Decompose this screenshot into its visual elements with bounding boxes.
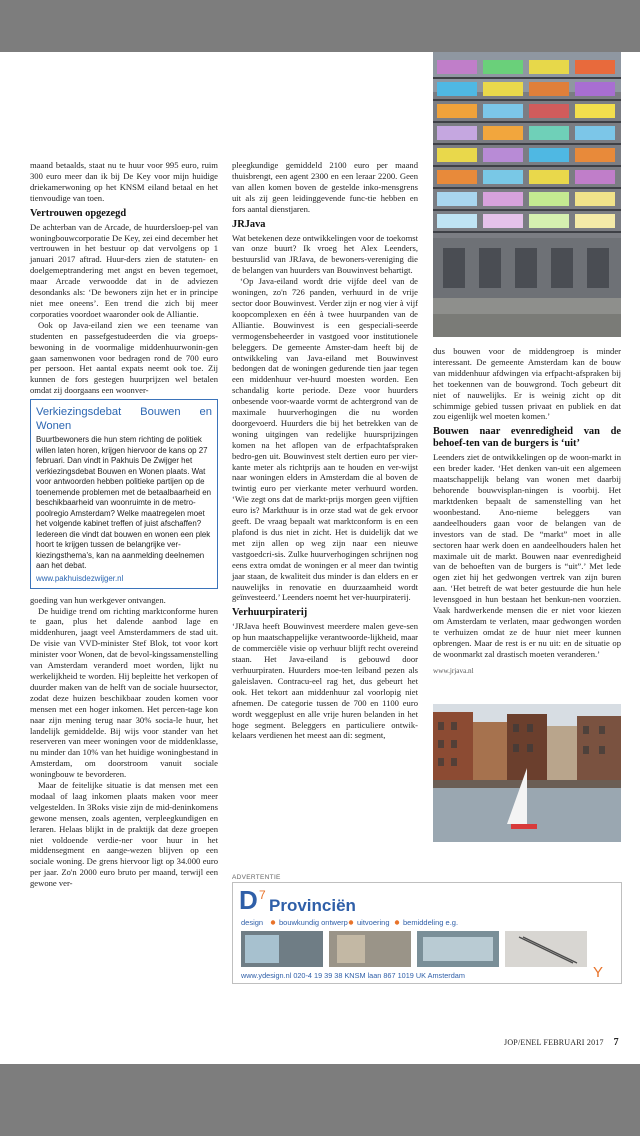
col3-paragraph-2: Leenders ziet de ontwikkelingen op de woon-markt in een breder kader. ‘Het denken van-uit een algemeen maatschappelijk belang van wonen met daarbij behorende bouwvisplan-ningen is voorbij. Het marktdenken bepaalt de samenstelling van het woonbestand. Ano-nieme beleggers van aandeelhouders gaan voor de belangen van de investors van de stad. De “markt” moet in alle sectoren haar werk doen en aandeelhouders halen het maximale uit de markt. Bouwen naar evenredigheid van de behoeften van de burgers is “uit”.’ Met lede ogen ziet hij het gedwongen vertrek van zijn buren aan. ‘Het betreft de wat beter gestuurde die hun hele levensgoed in hun bestaan het benkun-nen voorzien. Vaak hardwerkende mensen die er niet voor kiezen om Amsterdam te verlaten, maar gedwongen worden te verhuizen omdat ze de huur niet meer kunnen opbrengen. Maar de rest is er nu uit: en de situatie op de woonmarkt zal drastisch moeten veranderen.’ [433,452,621,659]
column-2 [232,160,418,741]
ad-logo-mark: Y [593,964,604,981]
col3-paragraph-1: dus bouwen voor de middengroep is minder interessant. De gemeente Amsterdam kan de bouw van middenhuur afdwingen via erfpacht-afspraken bij het toekennen van de bouwgrond. Toch gebeurt dit niet of nauwelijks. Er is weinig zicht op dit schimmige gebied tussen privaat en publiek en dat zou eigenlijk wel moeten komen.’ [433,346,621,422]
col2-paragraph-3: ‘Op Java-eiland wordt drie vijfde deel van de woningen, zo'n 726 panden, verhuurd in de vrije sector door Bouwinvest. Verder zijn er nog vier à vijf koopcomplexen en één à twee huurpanden van de Alliantie. Bouwinvest is een gespeciali-seerde vermogensbeheerder in vastgoed voor institutionele beleggers. De gemeente Amster-dam heeft bij de ontwikkeling van Java-eiland met Bouwinvest bedongen dat de woningen gedurende tien jaar tegen een middenhuur ver-huurd moesten worden. Een schandalig korte periode. Deze voor huurders onbesende voor-waarde vormt de achtergrond van de maximale huurverhogingen die nu worden doorgevoerd. Huurders die bij het betrekken van de woning uitgingen van redelijke huursprijzingen komen na het aflopen van de erfpachtafspraken bedro-gen uit. Bouwinvest stelt dertien euro per vier-kante meter als richtprijs aan te houden en ver-wijst naar woningen elders in Amsterdam die al boven de twintig euro per vierkante meter verhuurd worden. ‘Wie zegt ons dat de markt-prijs morgen geen vijftien euro is? Markthuur is in orze stad wat de gek ervoor geeft. De vraag bepaalt wat marktconform is en een plafond is dus niet in zicht. Het is duidelijk dat we met zijn allen op weg zijn naar een nieuwe vastgoedcri-sis. Zulke huurverhogingen schrijnen nog eens extra omdat de woningen er al meer dan twintig jaar staan, de kwaliteit dus minder is dan elders en er nauwelijks in renovatie en duurzaamheid wordt geïnvesteerd.’ Leenders noemt het ver-huurpiraterij. [232,276,418,603]
ad-service-4: bemiddeling e.g. [403,918,459,927]
heading-jrjava: JRJava [232,218,266,230]
ad-contact: www.ydesign.nl 020-4 19 39 38 KNSM laan 867 1019 UK Amsterdam [241,971,465,980]
heading-verhuurpiraterij: Verhuurpiraterij [232,607,308,619]
col1-intro: maand betaalds, staat nu te huur voor 995 euro, ruim 300 euro meer dan ik bij De Key voor mijn huidige driekamerwoning op het KNSM eiland betaal en het tienvoudige van toen. [30,160,218,203]
ad-services [241,918,458,927]
footer-issue: JOP/ENEL FEBRUARI 2017 [504,1038,604,1047]
column-3 [433,346,621,676]
debate-box-title: Verkiezingsdebat Bouwen en Wonen [36,406,212,433]
ad-service-1: design [241,918,264,927]
magazine-page [0,52,640,1064]
ad-service-2: bouwkundig ontwerp [279,918,348,927]
ad-brand-d: D [239,885,258,915]
col1-paragraph-5: Maar de feitelijke situatie is dat mensen met een modaal of laag inkomen plaats maken voor meer velgestelden. In 3Roks visie zijn de mid-deninkomens gewone mensen, zoals agenten, verpleegkundigen en leraren. Helaas blijkt in de praktijk dat deze groepen niet voldoende verdie-ner voor huur in het middensegment en aange-wezen blijven op een sociale woning. De grens hiervoor ligt op 34.000 euro per jaar. Zo'n 2000 euro bruto per maand, terwijl een gewone ver- [30,780,218,889]
ad-brand-number: 7 [259,888,266,902]
apartment-building-photo [433,52,621,337]
page-number: 7 [613,1037,619,1048]
advertisement-label: ADVERTENTIE [232,874,281,881]
col2-paragraph-4: ‘JRJava heeft Bouwinvest meerdere malen geve-sen op hun maatschappelijke verantwoorde-lijkheid, maar de commerciële visie op verhuur blijft recht overeind staan. Het Java-eiland is gebouwd door verhuurpiraten. Huurders moe-ten leiband pezen als galeislaven. Contracu-eel rag het, dus gebeurt het ook. Het tekort aan middenhuur zal voorlopig niet afnemen. De categorie tussen de 700 en 1100 euro wordt weggeplust en alle vrije huren belanden in het hoge segment. Beleggers en particuliere ontwik-kelaars verdienen het meest aan di: segment, [232,621,418,741]
col1-paragraph-1: De achterban van de Arcade, de huurdersloep-pel van woningbouwcorporatie De Key, zei eind december het vertrouwen in het bestuur op dat vervolgens op 1 januari 2017 aftrad. Huur-ders zien de statuten- en doelgemeptrandering met angst en beven tegemoet, maar Arcade verwoodde dat in de adviezen desondanks als: ‘De bewoners zijn het er in principe niet mee oneens’. Een trend die zich bij meer corporaties voordoet waaronder ook de Alliantie. [30,221,218,319]
ad-service-3: uitvoering [357,918,390,927]
debate-box-text: Buurtbewoners die hun stem richting de politiek willen laten horen, krijgen hiervoor de kans op 27 februari. Dan vindt in Pakhuis De Zwijger het verkiezingsdebat Bouwen en Wonen plaats. Wat voor antwoorden hebben politieke partijen op de toenemende problemen met de betaalbaarheid en beschikbaarheid van woonruimte in de metro-poolregio Amsterdam? Welke maatregelen moet het volgende kabinet treffen of juist afschaffen? Iedereen die vindt dat bouwen en wonen een plek hoort te krijgen tussen de belangrijke ver-kiezingsthema's, kan na aanmelding deelnemen aan het debat. [36,435,212,571]
heading-bouwen: Bouwen naar evenredigheid van de behoef-ten van de burgers is ‘uit’ [433,426,621,450]
col2-paragraph-2: Wat betekenen deze ontwikkelingen voor de toekomst van onze buurt? Ik vroeg het Alex Leenders, bestuurslid van JRJava, de bewoners-vereniging die de belangen van huurders van Bouwinvest behartigt. [232,232,418,276]
col1-paragraph-2: Ook op Java-eiland zien we een teename van studenten en passefgestudeerden die via groeps-bewoning in de voormalige middenhuurwonin-gen gaan samenwonen voor bedragen rond de 700 euro per persoon. Het aantal expats neemt ook toe. Zij kunnen de fors gestegen huurprijzen wel betalen omdat zij doorgaans een woonver- [30,319,218,396]
advertisement[interactable] [232,882,622,984]
waterfront-photo [433,704,621,842]
jrjava-credit-link[interactable]: www.jrjava.nl [433,666,474,675]
col1-paragraph-3: goeding van hun werkgever ontvangen. [30,594,166,605]
debate-box-link[interactable]: www.pakhuisdezwijger.nl [36,573,124,583]
debate-info-box [30,399,218,589]
column-1 [30,160,218,889]
col2-paragraph-1: pleegkundige gemiddeld 2100 euro per maand thuisbrengt, een agent 2300 en een leraar 2200. Geen van allen komen boven de gestelde inko-mensgrens uit als zij geen leidinggevende func-tie hebben en fors aantal dienstjaren. [232,160,418,214]
heading-vertrouwen: Vertrouwen opgezegd [30,207,127,219]
ad-brand-name: Provinciën [269,896,356,915]
page-footer [504,1037,619,1048]
col1-paragraph-4: De huidige trend om richting marktconforme huren te gaan, plus het dalende aanbod lage en middenhuren, jaagt veel Amsterdammers de stad uit. De visie van VVD-minister Stef Blok, tot voor kort minister voor Wonen, dat de bevol-kingssamenstelling van Amsterdam veranderd moet worden, lijkt nu werkelijkheid te worden. Hij bepleitte het verkopen of duurder maken van de helft van de sociale huursector, zodat deze huizen beschikbaar zouden komen voor mensen met een hoger inkomen. Het percen-tage kon naar zijn mening terug naar 30% socia-le huur, het landelijk gemiddelde. Bij wijs voor stander van het reserveren van meer woningen voor de middenklasse, nu minder dan 10% van het huidige woningbestand in Amsterdam, om doorstroom vanuit sociale woningbouw te bevorderen. [30,605,218,780]
